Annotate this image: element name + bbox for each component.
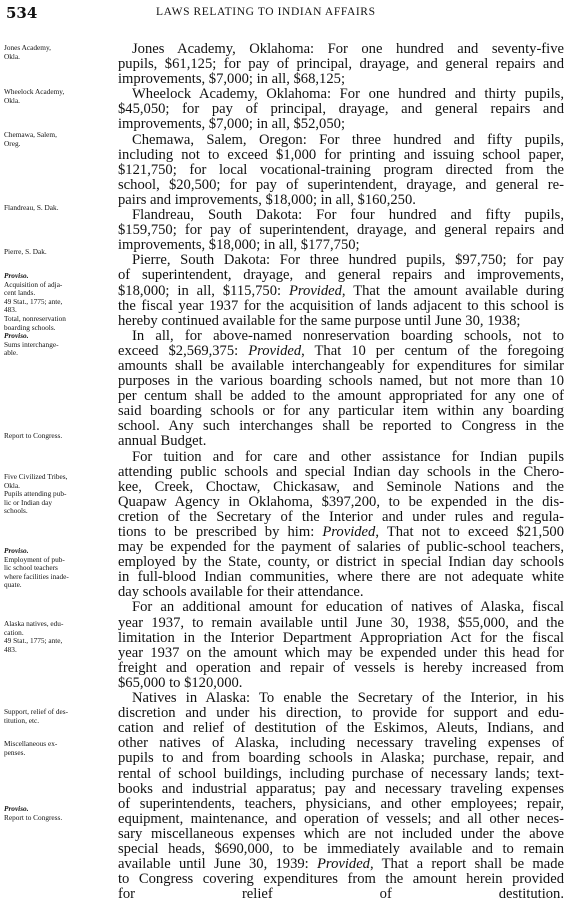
body-text-line: discretion and under his direction, to provide for support and edu-: [118, 705, 564, 722]
margin-note-line: Five Civilized Tribes,: [4, 472, 68, 481]
margin-note-line: cation.: [4, 627, 24, 637]
margin-note-line: Oreg.: [4, 138, 21, 148]
body-text-line: $121,750; for local vocational-training program directed from the: [118, 161, 564, 178]
body-text-line: hereby continued available for the same purpose until June 30, 1938;: [118, 312, 521, 329]
running-title: LAWS RELATING TO INDIAN AFFAIRS: [156, 6, 376, 18]
body-text-line: Chemawa, Salem, Oregon: For three hundred and fifty pupils,: [132, 131, 564, 148]
margin-note: [4, 44, 112, 61]
body-text-line: In all, for above-named nonreservation boarding schools, not to: [132, 327, 564, 344]
body-text-line: improvements, $7,000; in all, $68,125;: [118, 71, 345, 88]
body-text-line: per centum shall be added to the amount appropriated for any one of: [118, 388, 564, 405]
margin-note: [4, 248, 112, 257]
margin-note-line: Wheelock Academy,: [4, 87, 65, 96]
margin-note-line: Alaska natives, edu-: [4, 619, 64, 628]
margin-note-line: penses.: [4, 747, 26, 757]
margin-note-line: Jones Academy,: [4, 43, 51, 52]
margin-note: [4, 708, 112, 725]
margin-note: [4, 740, 112, 757]
body-text-line: of superintendents, teachers, physicians, and other employees; repair,: [118, 795, 564, 812]
body-text-line: special heads, $690,000, to be immediately available and to remain: [118, 840, 564, 857]
body-text-line: cretion of the Secretary of the Interior and under rules and regula-: [118, 508, 564, 525]
body-text-line: $45,050; for pay of principal, drayage, and general repairs and: [118, 101, 564, 118]
margin-note: [4, 805, 112, 822]
body-text-line: attending public schools and special Indian day schools in the Chero-: [118, 463, 564, 480]
body-text-line: improvements, $18,000; in all, $177,750;: [118, 237, 360, 254]
body-text-line: annual Budget.: [118, 433, 207, 450]
body-text-line: exceed $2,569,375: Provided, That 10 per centum of the foregoing: [118, 342, 564, 359]
margin-note-line: schools.: [4, 506, 28, 516]
body-text-line: the fiscal year 1937 for the acquisition of lands adjacent to this school is: [118, 297, 564, 314]
body-text-line: Wheelock Academy, Oklahoma: For one hundred and thirty pupils,: [132, 86, 564, 103]
margin-note-line: Sums interchange-: [4, 339, 59, 349]
margin-note-line: Pierre, S. Dak.: [4, 247, 47, 256]
margin-note-line: Okla.: [4, 95, 21, 105]
body-text-line: For tuition and for care and other assistance for Indian pupils: [132, 448, 564, 465]
body-text-line: may be expended for the payment of salaries of public-school teachers,: [118, 539, 564, 556]
body-text-line: pairs and improvements, $18,000; in all, $160,250.: [118, 191, 416, 208]
body-text-line: year 1937, to remain available until June 30, 1938, $55,000, and the: [118, 614, 564, 631]
body-text-line: amounts shall be available interchangeably for expenditures for similar: [118, 357, 564, 374]
body-text-line: other natives of Alaska, including necessary traveling expenses of: [118, 735, 564, 752]
body-text-line: school. Any such interchanges shall be reported to Congress in the: [118, 418, 564, 435]
margin-note-line: Okla.: [4, 480, 21, 490]
body-text-line: cation and relief of destitution of the Eskimos, Aleuts, Indians, and: [118, 720, 564, 737]
margin-note-line: lic or Indian day: [4, 497, 53, 507]
body-text-line: to Congress covering expenditures from the amount herein provided: [118, 871, 564, 888]
body-text-line: for relief of destitution.: [118, 886, 564, 902]
margin-note-line: Miscellaneous ex-: [4, 739, 58, 748]
margin-note-line: 49 Stat., 1775; ante,: [4, 636, 63, 646]
margin-note-line: lic school teachers: [4, 563, 58, 573]
body-text-line: $159,750; for pay of superintendent, drayage, and general repairs and: [118, 222, 564, 239]
body-text-line: including not to exceed $1,000 for printing and issuing school paper,: [118, 146, 564, 163]
margin-note-line: boarding schools.: [4, 322, 56, 332]
margin-note-line: Proviso.: [4, 331, 29, 341]
margin-note-line: Support, relief of des-: [4, 707, 69, 716]
margin-note-line: Report to Congress.: [4, 812, 63, 822]
margin-note: [4, 547, 112, 590]
body-text-line: employed by the State, county, or district in special Indian day schools: [118, 554, 564, 571]
body-text-line: For an additional amount for education of natives of Alaska, fiscal: [132, 599, 564, 616]
body-text-line: available until June 30, 1939: Provided, That a report shall be made: [118, 856, 564, 873]
body-text-line: of superintendent, drayage, and general repairs and improvements,: [118, 267, 564, 284]
body-text-line: Pierre, South Dakota: For three hundred pupils, $97,750; for pay: [132, 252, 564, 269]
margin-note-line: Proviso.: [4, 546, 29, 555]
body-text-line: improvements, $7,000; in all, $52,050;: [118, 116, 345, 133]
page-number: 534: [6, 4, 38, 22]
body-text-line: rental of school buildings, including purchase of necessary lands; text-: [118, 765, 564, 782]
margin-note: [4, 432, 112, 441]
margin-note-line: 49 Stat., 1775; ante,: [4, 296, 63, 306]
margin-notes: [0, 0, 112, 854]
margin-note-line: 483.: [4, 305, 17, 315]
margin-note: [4, 620, 112, 654]
margin-note-line: where facilities inade-: [4, 571, 69, 581]
margin-note-line: 483.: [4, 644, 17, 654]
margin-note-line: Pupils attending pub-: [4, 489, 67, 499]
body-text-line: books and industrial apparatus; pay and necessary traveling expenses: [118, 780, 564, 797]
body-text-line: year 1937 on the amount which may be expended under this head for: [118, 644, 564, 661]
margin-note: [4, 131, 112, 148]
margin-note-line: Proviso.: [4, 271, 29, 280]
body-text-line: school, $20,500; for pay of superintendent, drayage, and general re-: [118, 176, 564, 193]
margin-note-line: Flandreau, S. Dak.: [4, 203, 59, 212]
margin-note-line: Proviso.: [4, 804, 29, 813]
body-text-line: Flandreau, South Dakota: For four hundred and fifty pupils,: [132, 207, 564, 224]
margin-note-line: Acquisition of adja-: [4, 279, 63, 289]
body-text-line: purposes in the various boarding schools named, but not more than 10: [118, 373, 564, 390]
body-text-line: Jones Academy, Oklahoma: For one hundred and seventy-five: [132, 41, 564, 57]
margin-note-line: Chemawa, Salem,: [4, 130, 57, 139]
body-text-line: $18,000; in all, $115,750: Provided, That the amount available during: [118, 282, 564, 299]
body-text-line: said boarding schools or for any particular item within any boarding: [118, 403, 564, 420]
body-text-line: pupils, $61,125; for pay of principal, drayage, and general repairs and: [118, 56, 564, 73]
body-text-line: day schools available for their attendance.: [118, 584, 364, 601]
body-text-line: equipment, maintenance, and operation of vessels; and all other neces-: [118, 810, 564, 827]
body-text-line: in full-blood Indian communities, where there are not adequate white: [118, 569, 564, 586]
body-text-line: freight and operation and repair of vessels is hereby increased from: [118, 659, 564, 676]
body-text-line: sary miscellaneous expenses which are not included under the above: [118, 825, 564, 842]
margin-note-line: able.: [4, 348, 18, 358]
margin-note-line: Okla.: [4, 51, 21, 61]
body-text-line: kee, Creek, Choctaw, Chickasaw, and Seminole Nations and the: [118, 478, 564, 495]
body-text-line: tions to be prescribed by him: Provided, That not to exceed $21,500: [118, 524, 564, 540]
body-text-line: Quapaw Agency in Oklahoma, $397,200, to be expended in the dis-: [118, 493, 564, 510]
statute-body: [118, 42, 564, 902]
margin-note-line: Report to Congress.: [4, 431, 63, 440]
margin-note-line: Total, nonreservation: [4, 313, 66, 323]
margin-note: [4, 88, 112, 105]
margin-note-line: Employment of pub-: [4, 554, 65, 564]
margin-note-line: quate.: [4, 580, 22, 590]
body-text-line: limitation in the Interior Department Appropriation Act for the fiscal: [118, 629, 564, 646]
body-text-line: $65,000 to $120,000.: [118, 674, 243, 691]
body-text-line: pupils to and from boarding schools in Alaska; purchase, repair, and: [118, 750, 564, 767]
margin-note-line: titution, etc.: [4, 715, 40, 725]
margin-note: [4, 473, 112, 516]
margin-note: [4, 272, 112, 358]
margin-note: [4, 204, 112, 213]
margin-note-line: cent lands.: [4, 288, 36, 298]
body-text-line: Natives in Alaska: To enable the Secretary of the Interior, in his: [132, 690, 564, 707]
